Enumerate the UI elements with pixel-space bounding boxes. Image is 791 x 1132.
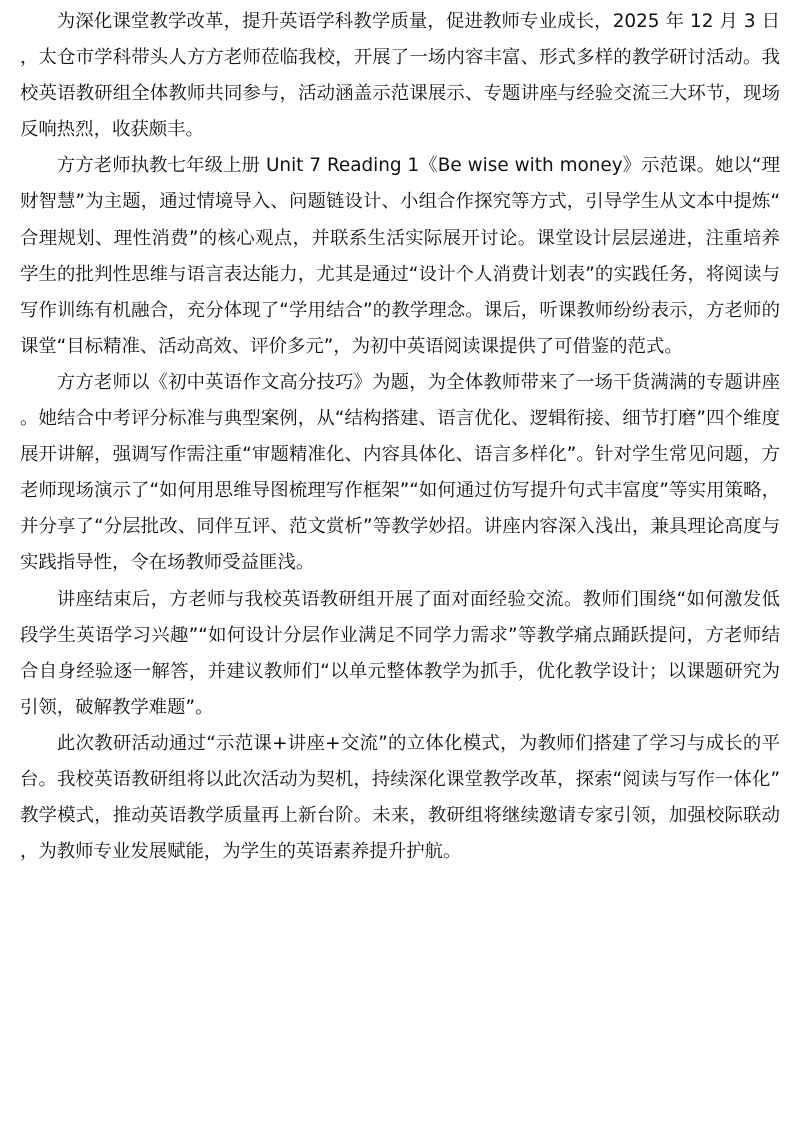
paragraph-lecture: 方方老师以《初中英语作文高分技巧》为题，为全体教师带来了一场干货满满的专题讲座。她结合中考评分标准与典型案例，从“结构搭建、语言优化、逻辑衔接、细节打磨”四个维度展开讲解，强调写作需注重“审题精准化、内容具体化、语言多样化”。针对学生常见问题，方老师现场演示了“如何用思维导图梳理写作框架”“如何通过仿写提升句式丰富度”等实用策略，并分享了“分层批改、同伴互评、范文赏析”等教学妙招。讲座内容深入浅出，兼具理论高度与实践指导性，令在场教师受益匪浅。 bbox=[20, 371, 780, 574]
paragraph-demo-lesson: 方方老师执教七年级上册 Unit 7 Reading 1《Be wise with money》示范课。她以“理财智慧”为主题，通过情境导入、问题链设计、小组合作探究等方式，引导学生从文本中提炼“合理规划、理性消费”的核心观点，并联系生活实际展开讨论。课堂设计层层递进，注重培养学生的批判性思维与语言表达能力，尤其是通过“设计个人消费计划表”的实践任务，将阅读与写作训练有机融合，充分体现了“学用结合”的教学理念。课后，听课教师纷纷表示，方老师的课堂“目标精准、活动高效、评价多元”，为初中英语阅读课提供了可借鉴的范式。 bbox=[20, 155, 780, 357]
paragraph-intro: 为深化课堂教学改革，提升英语学科教学质量，促进教师专业成长，2025 年 12 月 3 日，太仓市学科带头人方方老师莅临我校，开展了一场内容丰富、形式多样的教学研讨活动。我校英语教研组全体教师共同参与，活动涵盖示范课展示、专题讲座与经验交流三大环节，现场反响热烈，收获颇丰。 bbox=[20, 11, 780, 141]
paragraph-exchange: 讲座结束后，方老师与我校英语教研组开展了面对面经验交流。教师们围绕“如何激发低段学生英语学习兴趣”“如何设计分层作业满足不同学力需求”等教学痛点踊跃提问，方老师结合自身经验逐一解答，并建议教师们“以单元整体教学为抓手，优化教学设计；以课题研究为引领，破解教学难题”。 bbox=[20, 588, 780, 718]
document-body bbox=[20, 4, 780, 870]
paragraph-conclusion: 此次教研活动通过“示范课+讲座+交流”的立体化模式，为教师们搭建了学习与成长的平台。我校英语教研组将以此次活动为契机，持续深化课堂教学改革，探索“阅读与写作一体化”教学模式，推动英语教学质量再上新台阶。未来，教研组将继续邀请专家引领，加强校际联动，为教师专业发展赋能，为学生的英语素养提升护航。 bbox=[20, 732, 780, 863]
